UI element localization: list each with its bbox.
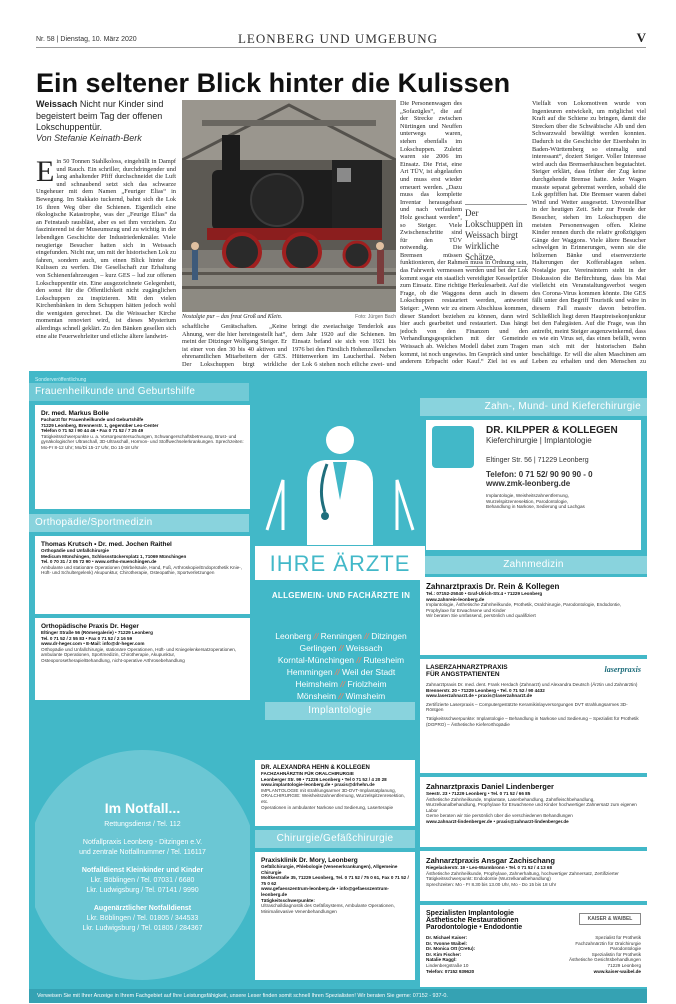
section-title: LEONBERG UND UMGEBUNG [237,31,439,46]
banner-ihre-aerzte: IHRE ÄRZTE [255,546,425,580]
zachischang-line-2: Ästhetische Zahnheilkunde, Prophylaxe, Zahnerhaltung, hochwertiger Zahnersatz, Zertifizierter Tätigkeitsschwerpunkt: Endodontie (Wurzelkanalbehandlung) [426,870,619,882]
article-col-1 [36,158,176,366]
notfall-line: Notfallpraxis Leonberg - Ditzingen e.V. [82,839,203,846]
article-col-4-text: Die Personenwagen des „Sofazügles“, die auf der Strecke zwischen Nürtingen und Neuffen unterwegs waren, stehen ebenfalls im Lokschuppen. Zuletzt waren sie 2006 im Einsatz. Die Frist, eine Art TÜV, ist abgelaufen und muss erst wieder erneuert werden. „Dazu muss das komplette Inventar herausgebaut und nach verfaultem Holz geschaut werden“, so Steiger. Viele Zwischenschritte sind für den TÜV notwendig. Die Bremsen müssen funktionieren, der Rahmen muss in Ordnung sein, das Fahrwerk vermessen werden und bei der Lok kommt sogar ein staatlich vereidigter Kesselprüfer zum Einsatz. Eine richtige Herkulesarbeit. Auf die Frage, ob die Waggons denn auch in diesem Lokschuppen restauriert werden, antwortet Steiger: „Wenn wir zu einem Abschluss kommen, dieser Standort beziehen zu können, dann wird hier auch gearbeitet und restauriert. Das hängt jedoch von den Finanzen und den Verhandlungsgesprächen mit der Gemeinde Weissach ab. Welches Modell dabei zum Tragen kommt, ist noch ungewiss. Im Gespräch sind unter anderem Erbpacht oder Kauf.“ Ziel ist es auf [400,100,528,366]
kaiser-contact [426,963,641,974]
issue-date: Nr. 58 | Dienstag, 10. März 2020 [36,36,137,43]
laser-line-2: Brennerstr. 20 • 71229 Leonberg • Tel. 0 71 52 / 90 4432 [426,687,545,693]
lindenberger-line-2: Ästhetische Zahnheilkunde, Implantate, Laserbehandlung, Zahnfleischbehandlung, Wurzelkanalbehandlung, Prophylaxe für Erwachsene und Kinder hochwertiger Zahnersatz zum eigenen Labor [426,796,637,813]
krutsch-line-3: Tel. 0 70 31 / 2 05 72 90 • www.ortho-muenchingen.de [41,559,157,565]
notfall-line: Rettungsdienst / Tel. 112 [104,821,181,828]
notfall-box [35,710,250,980]
byline: Von Stefanie Keinath-Berk [36,133,142,143]
lindenberger-line-1: Seestr. 23 • 71229 Leonberg • Tel. 0 71 52 / 66 85 [426,791,531,796]
kilpper-phone: Telefon: 0 71 52/ 90 90 90 - 0 [486,470,593,479]
section-implantologie: Implantologie [265,702,415,720]
kilpper-line-1: Implantologie, Weisheitszahnentfernung, [486,493,569,498]
section-orthopaedie: Orthopädie/Sportmedizin [29,514,249,532]
hehn-sub: FACHZAHNÄRZTIN FÜR ORALCHIRURGIE [261,771,354,776]
ad-kilpper[interactable] [426,420,641,550]
heger-line-3: www.dr-heger.com • E-Mail: info@dr-heger.com [41,641,145,647]
kaiser-doc: Dr. Monica Ott (Cretu): [426,946,475,952]
article-col-3: bringt die zweiachsige Tenderlok aus dem Jahr 1920 auf die Schienen. Im Einsatz befand sie sich von 1921 bis 1976 bei den Fürstlich Hohenzollerschen Hüttenwerken im Laucherthal. Neben der Lok 6 stehen noch etliche zwei- und [292,323,396,368]
kilpper-web: www.zmk-leonberg.de [486,479,571,488]
page-number: V [636,30,646,45]
laser-line-5: Tätigkeitsschwerpunkte: Implantologie – Behandlung in Narkose und Sedierung – Spezialist für Prothetik (DGPRO) – Ästhetische Kieferorthopädie [426,715,639,727]
photo-credit: Foto: Jürgen Bach [355,314,396,320]
city-row: Leonberg // Renningen // Ditzingen [275,631,407,641]
kaiser-doc: Dr. Yvonne Waibel: [426,940,468,946]
notfall-line: Lkr. Ludwigsburg / Tel. 01805 / 284367 [82,925,203,932]
ad-rein[interactable] [420,577,647,655]
bolle-line-4: Tätigkeitsschwerpunkte u. a. Vorsorgeuntersuchungen, Schwangerschaftsbetreuung, Brust- und gynäkologischer Ultraschall, 3D-Ultraschall, Hormon- und Stoffwechselerkrankungen. Sprechzeiten: Mo-Fr 8-12 Uhr; Mo/Di 15-17 Uhr, Do 15-18 Uhr [41,433,244,450]
kaiser-role: Ästhetische Gesichtsbehandlungen [568,957,641,963]
notfall-line: Lkr. Böblingen / Tel. 01805 / 344533 [86,915,199,922]
city-row: Heimsheim // Friolzheim [295,679,387,689]
city-row: Korntal-Münchingen // Rutesheim [277,655,405,665]
section-frauenheilkunde: Frauenheilkunde und Geburtshilfe [29,383,249,401]
ad-zachischang[interactable] [420,851,647,901]
kaiser-role: Fachzahnärztin für Oralchirurgie [575,940,641,946]
kaiser-doc: Dr. Kim Fischer: [426,951,462,957]
caption-text: Nostalgie pur – das freut Groß und Klein. [182,314,283,320]
laser-name: LASERZAHNARZTPRAXIS [426,664,508,671]
notfall-heading: Notfalldienst Kleinkinder und Kinder [81,867,204,874]
kaiser-waibel-logo: KAISER & WAIBEL [579,913,641,925]
photo-caption [182,314,396,320]
rein-line-1: Tel.: 07152-25040 • Graf-Ulrich-Str.4 • 71229 Leonberg [426,591,543,596]
ad-heger[interactable] [35,618,250,700]
mory-line-4: Tätigkeitsschwerpunkte: [261,897,315,903]
krutsch-name: Thomas Krutsch • Dr. med. Jochen Raithel [41,541,172,548]
locomotive-image [182,100,396,312]
kaiser-phone: Telefon: 07152 939620 [426,968,475,974]
kaiser-line-2: Ästhetische Restaurationen [426,917,519,924]
heger-line-1: Eltinger Straße 56 (Römergalerie) • 71229 Leonberg [41,630,153,635]
krutsch-line-1: Orthopädie und Unfallchirurgie [41,548,109,553]
kilpper-address: Eltinger Str. 56 | 71229 Leonberg [486,457,589,464]
laserpraxis-logo: laserpraxis [604,665,641,674]
ad-hehn[interactable] [255,760,415,826]
mory-line-1: Gefäßchirurgie, Phlebologie (Venenerkrankungen), Allgemeine Chirurgie [261,864,398,875]
city-row: Gerlingen // Weissach [299,643,383,653]
subtitle [36,99,176,134]
kicker: Weissach [36,99,78,109]
notfall-line: Lkr. Ludwigsburg / Tel. 07141 / 9990 [86,887,199,894]
rein-line-2: www.zahnrein-leonberg.de [426,596,485,602]
kaiser-line-3: Parodontologie • Endodontie [426,924,523,931]
kaiser-web: www.kaiser-waibel.de [593,968,641,974]
laser-line-4: Zertifizierte Laserpraxis – Computergestützte Keramikinlayversorgungen DVT strahlungsarmes 3D-Röntgen [426,701,628,713]
hehn-line-4: Operationen in ambulanter Narkose und Sedierung, Laserterapie [261,804,394,810]
dropcap: E [36,158,55,188]
rein-line-3: Implantologie, Ästhetische Zahnheilkunde, Prothetik, Oralchirurgie, Parodontologie, Endodontie, Prophylaxe für Erwachsene und Kinder [426,602,622,613]
ad-mory[interactable] [255,852,415,980]
kilpper-line-2: Wurzelspitzenresektion, Parodontologie, [486,498,569,504]
krutsch-line-4: Ambulante und stationäre Operationen (Wirbelsäule, Hand, Fuß, Arthroskopie/Endoprothetik Knie-, Hüft- und Schultergelenk) Akupunktur, Chirotherapie, Osteopathie, Sportverletzungen [41,564,242,576]
mory-line-3: www.gefaesszentrum-leonberg.de • info@gefaesszentrum-leonberg.de [261,886,389,897]
notfall-line: Lkr. Böblingen / Tel. 07031 / 6680 [90,877,195,884]
city-row: Mönsheim // Wimsheim [296,691,386,701]
mory-line-2: Moltkestraße 35, 71229 Leonberg, Tel. 0 71 52 / 75 0 61, Fax 0 71 52 / 75 0 62 [261,875,409,886]
kaiser-doc: Natalie Raggl: [426,957,457,963]
pull-quote: Der Lokschuppen in Weissach birgt wirkliche Schätze. [465,204,527,267]
heger-line-4: Orthopädie und Unfallchirurgie, stationäre Operationen, Hüft- und Kniegelenkersatzoperationen, ambulante Operationen, Sportmedizin, Chirotherapie, Akupunktur, Osteoporosetherapie/Behandlung, nicht-operative Arthrosebehandlung [41,646,237,663]
section-chirurgie: Chirurgie/Gefäßchirurgie [255,830,415,848]
hehn-name: DR. ALEXANDRA HEHN & KOLLEGEN [261,765,370,771]
notfall-heading: Augenärztlicher Notfalldienst [93,905,192,912]
kaiser-city: 71229 Leonberg [607,962,641,968]
laser-sub: FÜR ANGSTPATIENTEN [426,671,500,678]
notfall-title: Im Notfall... [104,800,181,816]
kaiser-name: Spezialisten Implantologie [426,910,514,917]
mory-line-5: Ultraschalldiagnostik des Gefäßsystems, Ambulante Operationen, Minimalinvasive Venenbehandlungen [261,903,395,914]
bolle-name: Dr. med. Markus Bolle [41,410,109,417]
heger-line-2: Tel. 0 71 52 / 2 55 83 • Fax 0 71 52 / 2 16 59 [41,635,133,641]
ad-laserpraxis[interactable] [420,659,647,773]
rein-line-4: Wir beraten Sie umfassend, persönlich und qualifiziert [426,613,536,619]
hehn-line-2: www.implantologie-leonberg.de • praxis@drhehn.de [261,782,375,788]
ad-footer: Verweisen Sie mit Ihrer Anzeige in Ihrem Fachgebiet auf Ihre Leistungsfähigkeit, unsere Leser finden somit schnell Ihren Spezialisten! Wir beraten Sie gerne: 07152 - 937-0. [29,989,647,1003]
lindenberger-line-4: www.zahnarzt-lindenberger.de • praxis@zahnarzt-lindenberger.de [426,818,569,824]
mory-name: Praxisklinik Dr. Mory, Leonberg [261,857,358,864]
article-col-1-text: in 50 Tonnen Stahlkoloss, eingehüllt in Dampf und Rauch. Ein schriller, durchdringender und lang anhaltender Pfiff durchschneidet die Luft und schnaubend setzt sich das schwarze Ungeheuer mit dem Namen „Feuriger Elias“ in Bewegung. Im Stakkato tuckernd, bahnt sich die Lok 16 ihren Weg über die Schienen. Eigentlich eine ökologische Katastrophe, was der „Feurige Elias“ da an Feinstaub rausbläst, aber es sei ihm verziehen. Zu faszinierend ist der Museumszug und zu wichtig in der lebendigen Geschichte der Industriedenkmäler. Viele neugierige Besucher hatten sich in Weissach eingefunden. Nicht nur, um mit der historischen Lok zu fahren, sondern auch, um einen Blick hinter die Kulissen zu werfen. Die Gesellschaft zur Erhaltung von Schienenfahrzeugen – kurz GES – lud zur offenen Lokschuppentür ein. Eine ausgezeichnete Gelegenheit, den sonst für die Öffentlichkeit nicht zugänglichen Lokschuppen zu inspizieren. Mit den vielen Kirchenbänken in dem Schuppen hätten jedoch wohl die wenigsten gerechnet. Da die Weissacher Kirche momentan renoviert wird, ist dieses Mysterium allerdings schnell geklärt. Zu den Bänken gesellen sich eine alte Feuerwehrleiter und etliche ältere landwirt- [36,158,176,340]
ad-tag: Sonderveröffentlichung [35,377,87,383]
kaiser-role: Spezialist für Prothetik [595,935,641,940]
city-row: Hemmingen // Weil der Stadt [286,667,396,677]
bolle-line-3: Telefon 0 71 52 / 90 44 46 • Fax 0 71 52 / 7 25 49 [41,428,144,434]
lindenberger-name: Zahnarztpraxis Daniel Lindenberger [426,782,554,791]
tooth-logo-icon [432,426,474,468]
laser-line-3: www.laserzahnarzt.de • praxis@laserzahnarzt.de [426,693,532,699]
krutsch-line-2: Medicum Münchingen, Schlossstückersplatz 1, 71069 Münchingen [41,553,187,559]
subtitle-text: Nicht nur Kinder sind begeistert beim Tag der offenen Lokschuppentür. [36,99,164,132]
zachischang-line-3: Sprechzeiten: Mo - Fr 8.30 bis 13.00 Uhr, Mo - Do 15 bis 18 Uhr [426,881,557,887]
lindenberger-line-3: Gerne beraten wir Sie persönlich über die verschiedenen Behandlungen [426,813,573,819]
laser-line-1: Zahnarztpraxis Dr. med. dent. Frank Herdach (Zahnarzt) und Alexandra Deutsch (Ärztin und Zahnärztin) [426,682,638,687]
bolle-line-2: 71229 Leonberg, Brennerstr. 1, gegenüber Leo-Center [41,422,159,428]
bolle-line-1: Facharzt für Frauenheilkunde und Geburtshilfe [41,417,144,422]
kaiser-role: Spezialistin für Prothetik [591,951,641,957]
heger-name: Orthopädische Praxis Dr. Heger [41,623,139,630]
kilpper-line-3: Behandlung in Narkose, Sedierung und Lachgas [486,504,585,510]
kilpper-name: DR. KILPPER & KOLLEGEN [486,425,618,436]
ad-lindenberger[interactable] [420,777,647,847]
notfall-lines [35,820,250,934]
header-rule [36,47,646,48]
kaiser-doc: Dr. Michael Kaiser: [426,935,468,940]
kaiser-team [426,935,641,963]
ad-krutsch[interactable] [35,536,250,614]
notfall-line: und zentrale Notfallnummer / Tel. 116117 [79,849,206,856]
article-col-5: Vielfalt von Lokomotiven wurde von Ingenieuren entwickelt, um möglichst viel Kraft auf die Schiene zu bringen, damit die Strecken über die Schwäbische Alb und den Schwarzwald bewältigt werden konnten. Dadurch ist die Geschichte der Eisenbahn in Baden-Württemberg so einmalig und interessant“, doziert Steiger. Voller Interesse wird auch das Bremserhäuschen begutachtet. Steiger erklärt, dass früher der Zug keine durchgehende Bremse hatte. Jeder Wagen musste separat gebremst werden, sobald die Lok gepfiffen hat. Die Bremser waren dabei Wind und Wetter ausgesetzt. Unvorstellbar in der heutigen Zeit. Sehr zur Freude der Besucher, stehen im Lokschuppen die meisten Personenwagen offen. Kleine Kinder rennen durch die relativ großzügigen Gänge der Waggons. Viele ältere Besucher schwelgen in Erinnerungen, wenn sie die hölzernen Bänke und eisenverzierte Halterungen der Kofferablagen sehen. Nostalgie pur. Vereinsintern steht in der Diskussion die Befürchtung, dass bis Mai vielleicht ein Veranstaltungsverbot wegen des Corona-Virus kommen könnte. Die GES fällt unter den Begriff Touristik und wäre in diesem Fall massiv davon betroffen. Schließlich liegt deren Hauptreisekonjunktur bei den Fahrgästen. Auf die Frage, was ihn antreibt, meint Steiger augenzwinkernd, dass es wie ein Virus sei, das einen befällt, wenn man sich mit der historischen Bahn beschäftige. Er will die alten Maschinen am Leben zu erhalten und den Menschen zu [532,100,646,366]
kaiser-role: Parodontologie [610,946,641,952]
section-zahn-kiefer: Zahn-, Mund- und Kieferchirurgie [420,398,647,416]
article-photo [182,100,396,312]
doctor-icon [255,420,425,550]
ad-kaiser-waibel[interactable] [420,905,647,987]
section-zahnmedizin: Zahnmedizin [420,556,647,574]
kilpper-sub: Kieferchirurgie | Implantologie [486,436,592,445]
hehn-line-3: IMPLANTOLOGIE mit strahlungsarmer 3D-DVT-Implantatplanung, ORALCHIRURGIE: Weisheitszahnentfernung, Wurzelspitzenresektion, etc. [261,787,405,804]
kaiser-address: Lindenbergstraße 10 [426,962,469,968]
zachischang-name: Zahnarztpraxis Ansgar Zachischang [426,856,555,865]
article-col-2: schaftliche Gerätschaften. „Keine Ahnung, wer die hier hereingestellt hat“, meint der Ditzinger Wolfgang Steiger. Er ist einer von den 30 bis 40 aktiven und ehrenamtlichen Mitarbeitern der GES. Der Lokschuppen birgt wirkliche [182,323,287,368]
hehn-line-1: Leonberger Str. 99 • 71226 Leonberg • Tel 0 71 52 / 4 20 28 [261,776,387,782]
headline: Ein seltener Blick hinter die Kulissen [36,68,511,98]
zachischang-line-1: Riegelackerstr. 19 • Leo-Warmbronn • Tel. 0 71 52 / 4 13 68 [426,865,553,870]
rein-name: Zahnarztpraxis Dr. Rein & Kollegen [426,582,560,591]
ad-bolle[interactable] [35,405,250,509]
banner-subtitle: ALLGEMEIN- UND FACHÄRZTE IN [271,591,411,600]
city-list [252,630,430,702]
